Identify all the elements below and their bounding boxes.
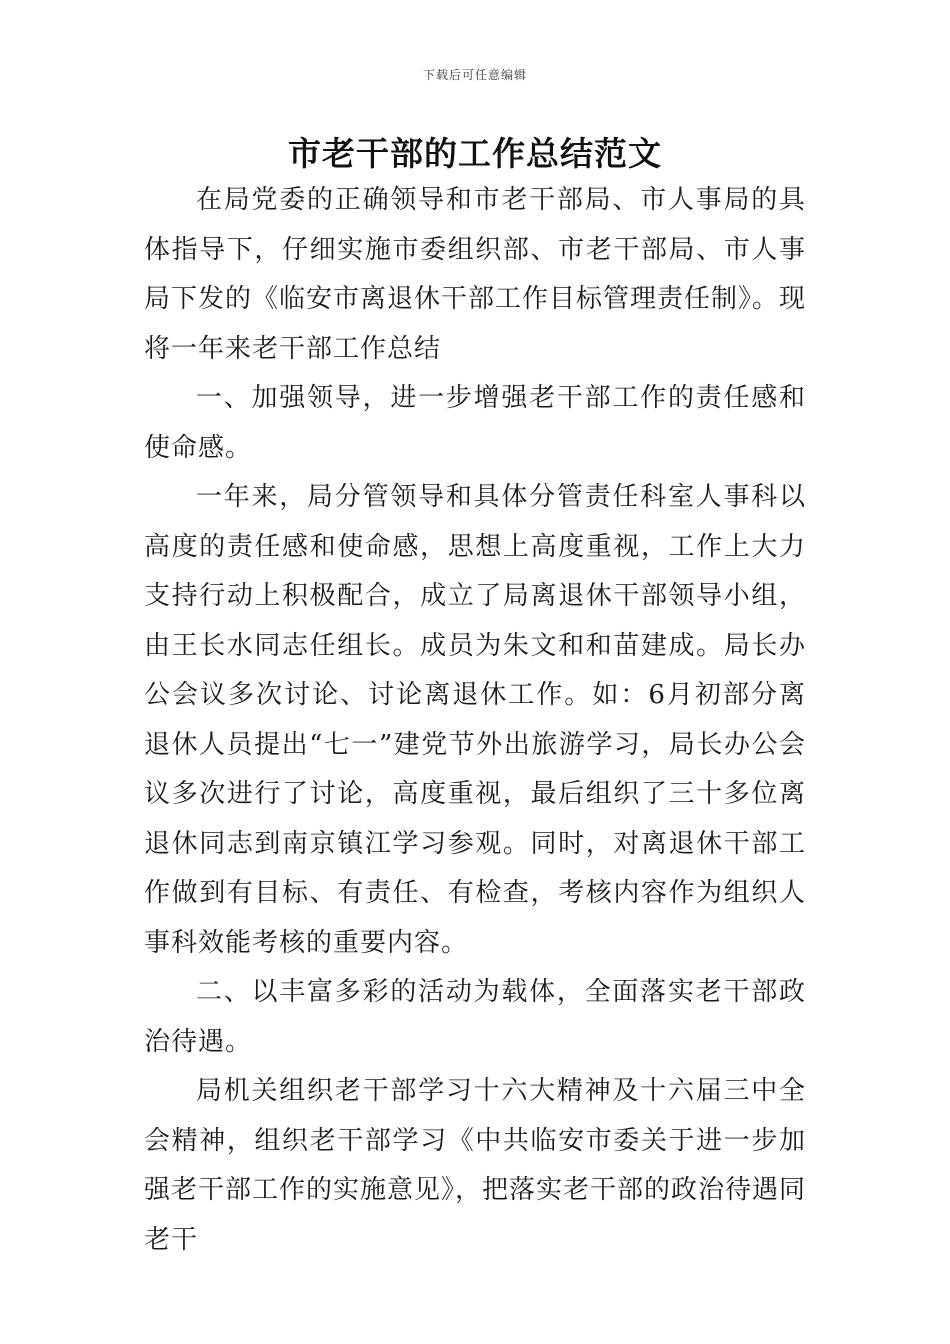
- document-body: [144, 176, 806, 1265]
- header-note: 下载后可任意编辑: [422, 68, 527, 82]
- paragraph-intro: 在局党委的正确领导和市老干部局、市人事局的具体指导下，仔细实施市委组织部、市老干部局、市人事局下发的《临安市离退休干部工作目标管理责任制》。现将一年来老干部工作总结: [144, 185, 807, 364]
- paragraph-section-2: 局机关组织老干部学习十六大精神及十六届三中全会精神，组织老干部学习《中共临安市委关于进一步加强老干部工作的实施意见》，把落实老干部的政治待遇同老干: [144, 1076, 807, 1255]
- document-title: 市老干部的工作总结范文: [288, 134, 662, 173]
- paragraph-section-1: 一年来，局分管领导和具体分管责任科室人事科以高度的责任感和使命感，思想上高度重视，工作上大力支持行动上积极配合，成立了局离退休干部领导小组，由王长水同志任组长。成员为朱文和和苗建成。局长办公会议多次讨论、讨论离退休工作。如：6月初部分离退休人员提出“七一”建党节外出旅游学习，局长办公会议多次进行了讨论，高度重视，最后组织了三十多位离退休同志到南京镇江学习参观。同时，对离退休干部工作做到有目标、有责任、有检查，考核内容作为组织人事科效能考核的重要内容。: [144, 482, 806, 958]
- section-heading-2: 二、以丰富多彩的活动为载体，全面落实老干部政治待遇。: [144, 977, 806, 1057]
- section-heading-1: 一、加强领导，进一步增强老干部工作的责任感和使命感。: [144, 383, 806, 463]
